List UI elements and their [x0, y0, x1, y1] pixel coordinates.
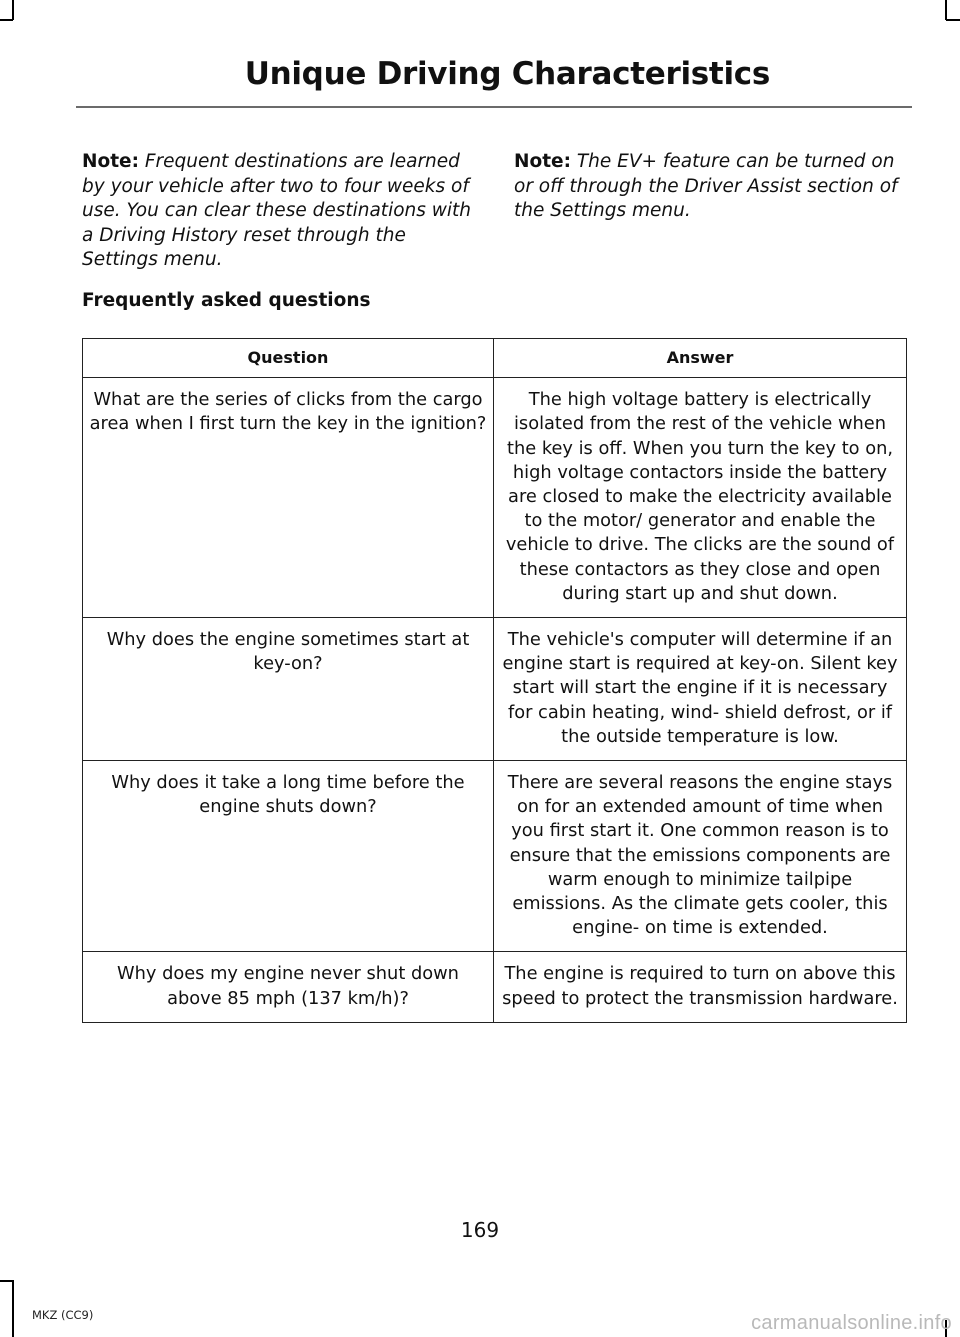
crop-mark-top-right — [945, 0, 947, 20]
watermark-link[interactable]: carmanualsonline.info — [751, 1312, 952, 1334]
table-row — [83, 618, 907, 761]
table-header-row — [83, 339, 907, 378]
note-ev-plus — [514, 150, 908, 224]
note-text: The EV+ feature can be turned on or off through the Driver Assist section of the Settings menu. — [514, 151, 898, 221]
note-label: Note: — [514, 151, 571, 172]
crop-mark-bottom-left — [12, 1280, 14, 1337]
question-cell: Why does it take a long time before the engine shuts down? — [83, 761, 494, 952]
question-cell: What are the series of clicks from the cargo area when I first turn the key in the ignition? — [83, 378, 494, 618]
page-number: 169 — [460, 1218, 500, 1242]
question-cell: Why does my engine never shut down above 85 mph (137 km/h)? — [83, 952, 494, 1022]
crop-mark-top-left — [0, 19, 13, 21]
crop-mark-bottom-left — [0, 1280, 13, 1282]
table-row — [83, 761, 907, 952]
title-divider — [76, 106, 912, 108]
answer-cell: The vehicle's computer will determine if an engine start is required at key-on. Silent key start will start the engine if it is necessary for cabin heating, wind- shield defrost, or if the outside temperature is low. — [494, 618, 907, 761]
note-label: Note: — [82, 151, 139, 172]
column-header-answer: Answer — [494, 339, 907, 378]
note-text: Frequent destinations are learned by your vehicle after two to four weeks of use. You can clear these destinations with a Driving History reset through the Settings menu. — [82, 151, 472, 270]
note-driving-history — [82, 150, 480, 273]
page-title: Unique Driving Characteristics — [244, 56, 770, 92]
column-header-question: Question — [83, 339, 494, 378]
model-code: MKZ (CC9) — [32, 1308, 94, 1322]
answer-cell: There are several reasons the engine stays on for an extended amount of time when you first start it. One common reason is to ensure that the emissions components are warm enough to minimize tailpipe emissions. As the climate gets cooler, this engine- on time is extended. — [494, 761, 907, 952]
question-cell: Why does the engine sometimes start at key-on? — [83, 618, 494, 761]
table-row — [83, 378, 907, 618]
crop-mark-top-left — [12, 0, 14, 20]
crop-mark-top-right — [946, 19, 960, 21]
faq-heading: Frequently asked questions — [82, 290, 371, 311]
answer-cell: The high voltage battery is electrically isolated from the rest of the vehicle when the key is off. When you turn the key to on, high voltage contactors inside the battery are closed to make the electricity available to the motor/ generator and enable the vehicle to drive. The clicks are the sound of these contactors as they close and open during start up and shut down. — [494, 378, 907, 618]
table-row — [83, 952, 907, 1022]
answer-cell: The engine is required to turn on above this speed to protect the transmission hardware. — [494, 952, 907, 1022]
faq-table — [82, 338, 907, 1023]
